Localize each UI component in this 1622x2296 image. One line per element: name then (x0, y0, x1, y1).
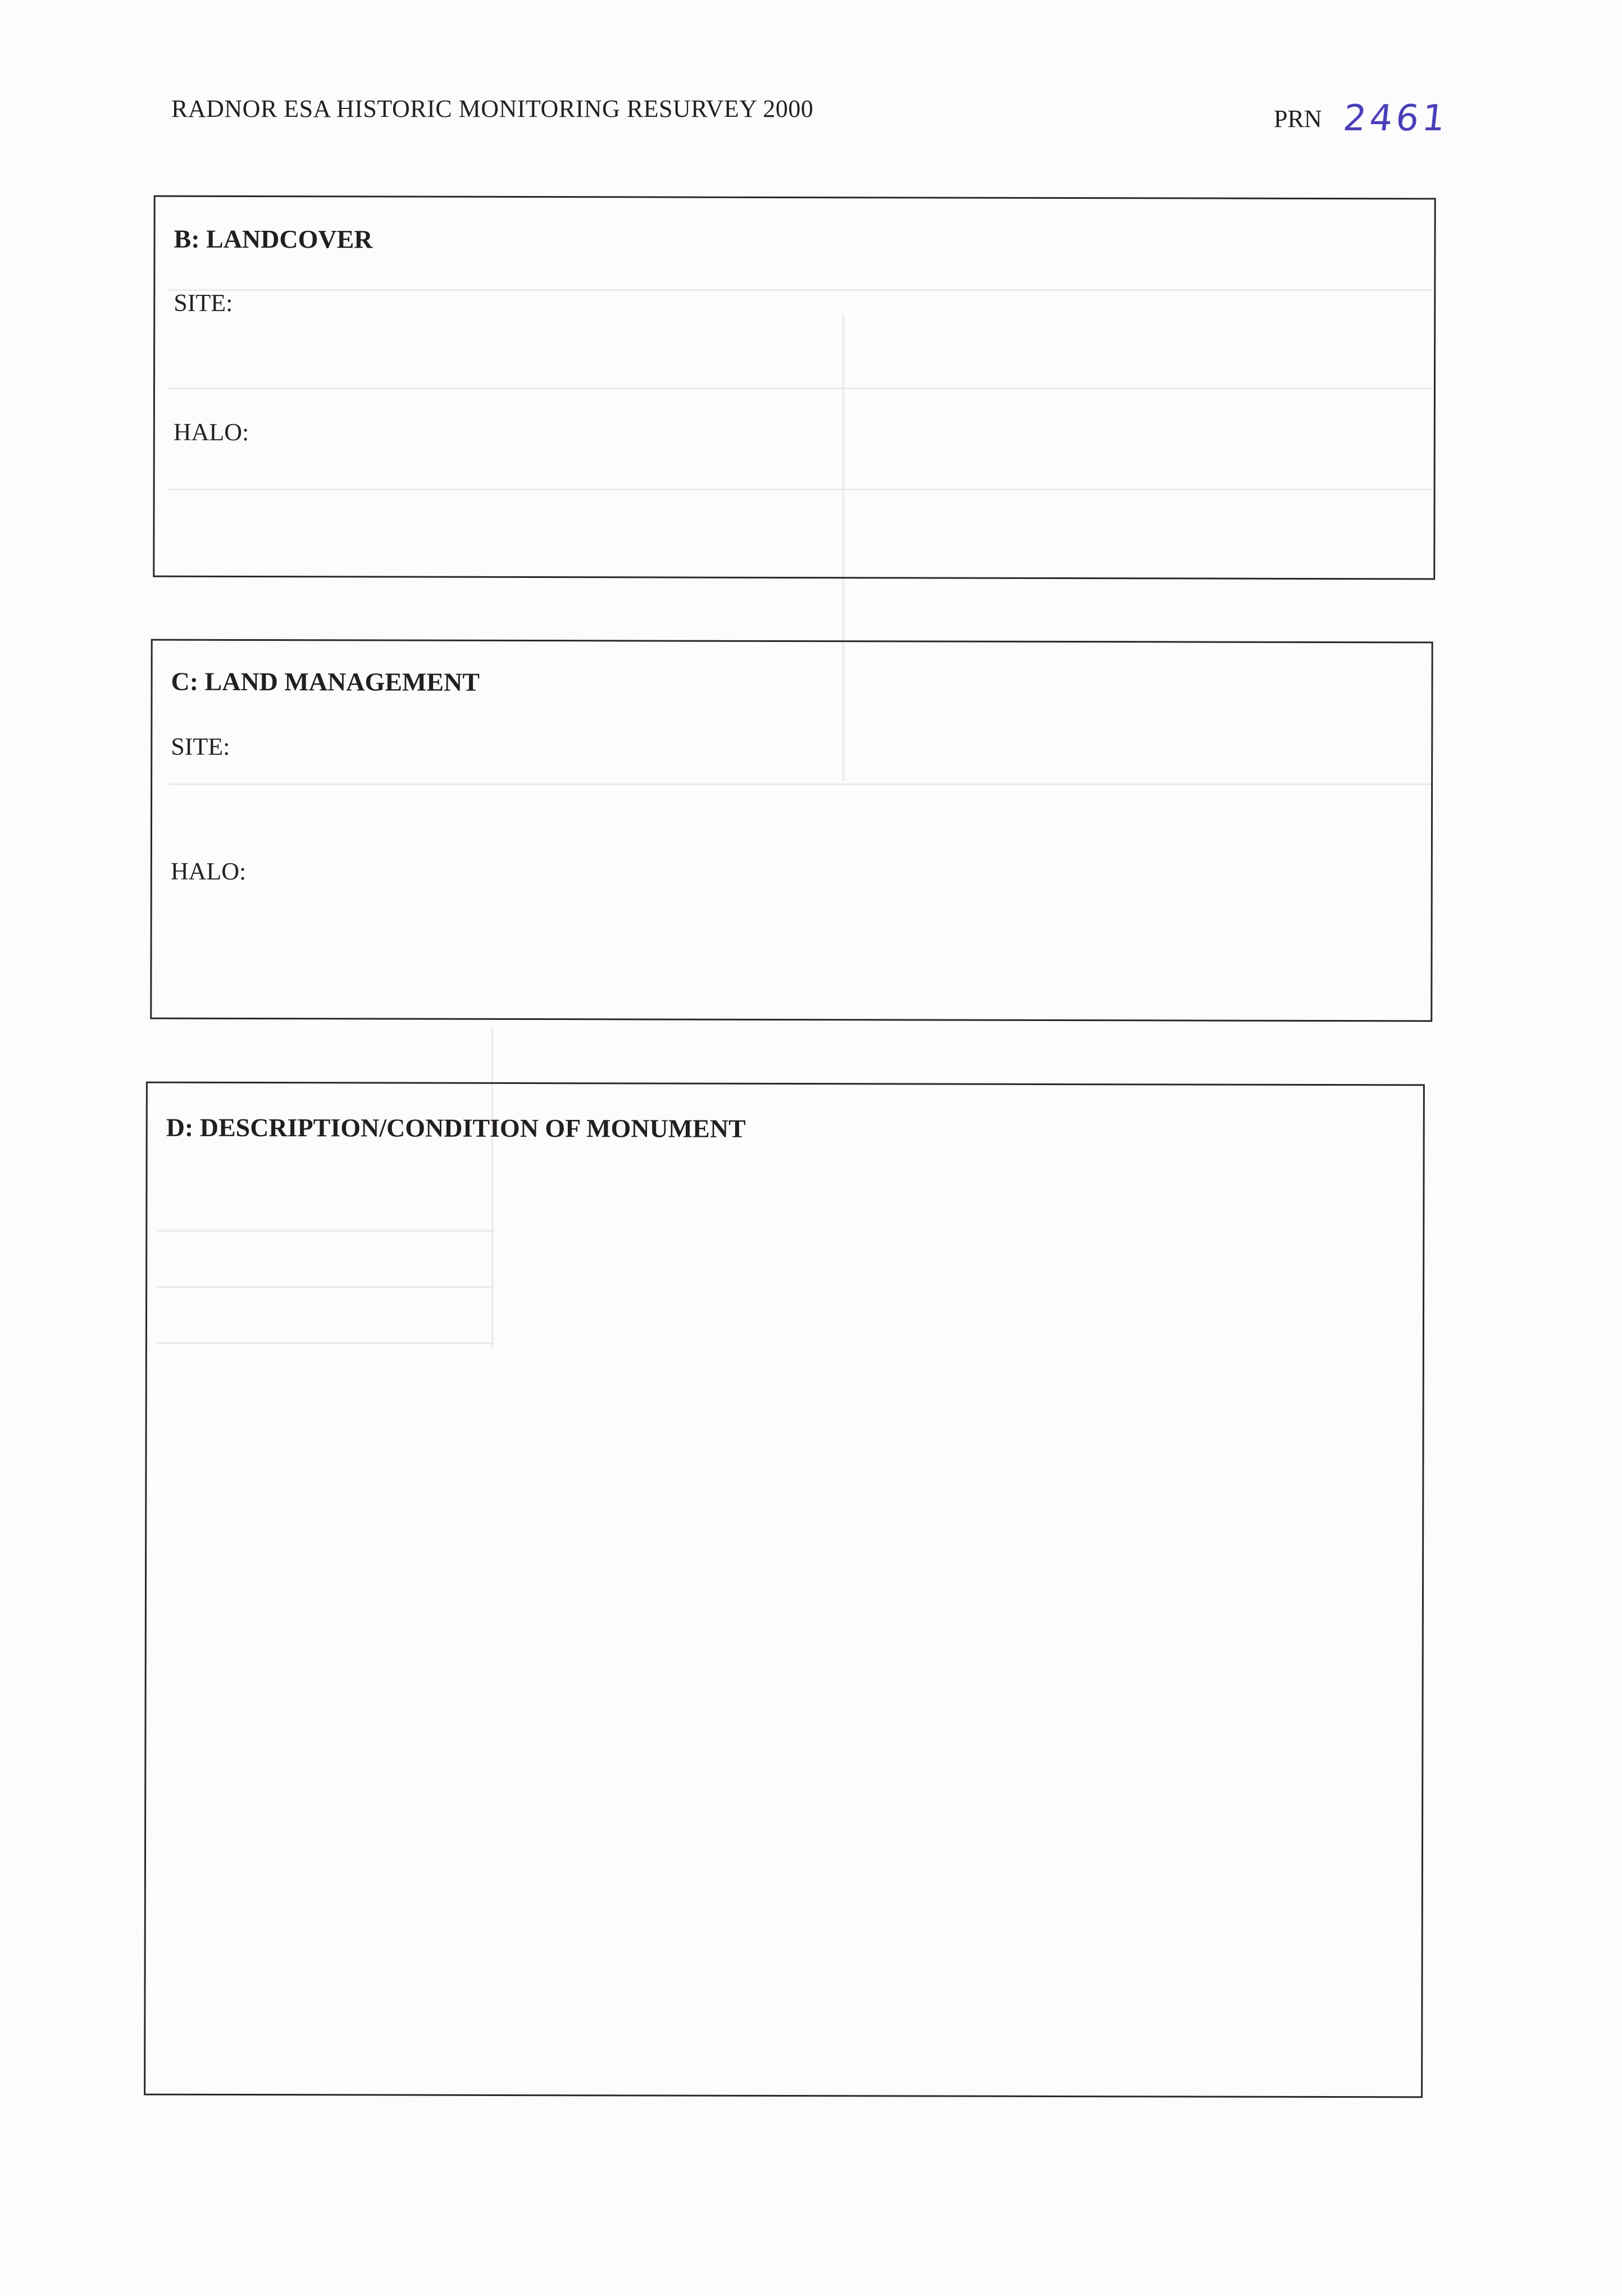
description-section (144, 1082, 1425, 2098)
land-management-site-label: SITE: (171, 732, 230, 760)
landcover-title: B: LANDCOVER (174, 224, 373, 254)
prn-field (1274, 94, 1451, 139)
landcover-halo-label: HALO: (173, 418, 249, 446)
land-management-title: C: LAND MANAGEMENT (171, 667, 480, 696)
landcover-section (153, 195, 1436, 580)
prn-handwritten-value: 2461 (1341, 98, 1451, 139)
landcover-site-label: SITE: (174, 289, 233, 317)
prn-label: PRN (1274, 105, 1322, 133)
land-management-halo-label: HALO: (170, 857, 247, 885)
description-title: D: DESCRIPTION/CONDITION OF MONUMENT (166, 1113, 746, 1143)
land-management-section (150, 639, 1433, 1022)
form-title: RADNOR ESA HISTORIC MONITORING RESURVEY 2000 (171, 95, 814, 122)
